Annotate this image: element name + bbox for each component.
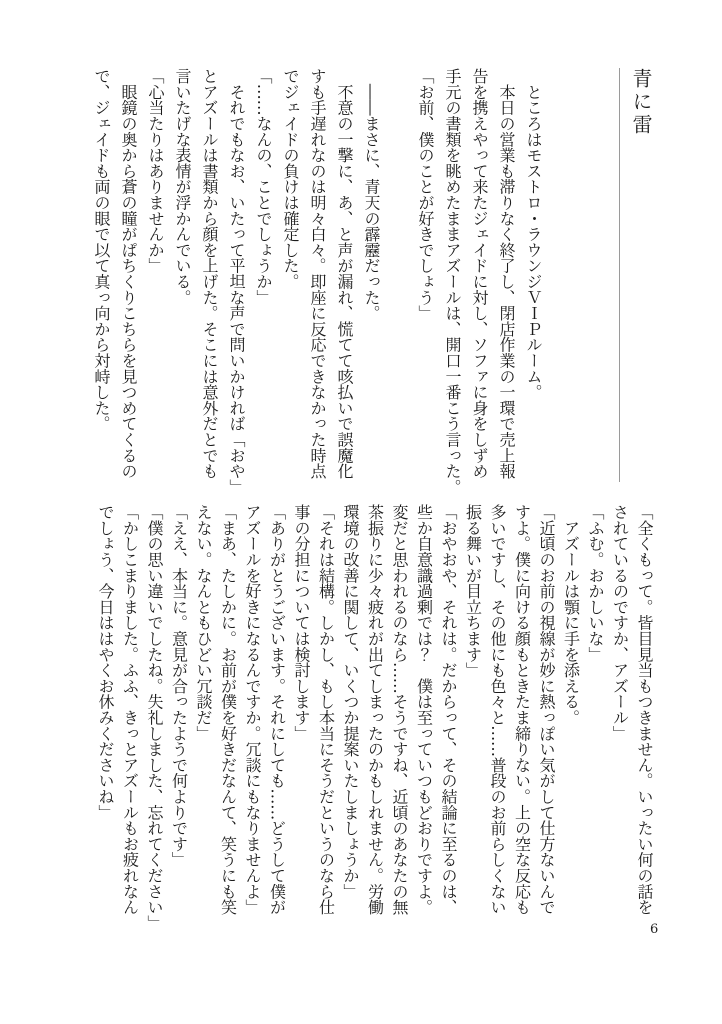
text-line: 事の分担については検討します」 bbox=[292, 504, 311, 742]
text-line: 振る舞いが目立ちます」 bbox=[463, 504, 483, 678]
text-line: で、ジェイドも両の眼で以て真っ向から対峙した。 bbox=[92, 68, 111, 432]
text-line: 告を携えやって来たジェイドに対し、ソファに身をしずめ bbox=[470, 68, 489, 479]
text-line: 多いですし、その他にも色々と……普段のお前らしくない bbox=[488, 504, 507, 915]
upper-text-block bbox=[88, 68, 656, 495]
text-line: でしょう、今日ははやくお休みくださいね」 bbox=[96, 504, 115, 821]
text-line: すよ。僕に向ける顔もときたま締りない。上の空な反応も bbox=[512, 504, 532, 915]
lower-text-block bbox=[93, 504, 657, 931]
text-line: 環境の改善に関して、いくつか提案いたしましょうか」 bbox=[341, 504, 360, 900]
upper-body-text bbox=[88, 68, 547, 495]
text-line: 不意の一撃に、あ、と声が漏れ、慌てて咳払いで誤魔化 bbox=[335, 68, 354, 479]
text-line: えない。なんともひどい冗談だ」 bbox=[194, 504, 213, 742]
text-line: 「かしこまりました。ふふ、きっとアズールもお疲れなん bbox=[120, 504, 140, 915]
text-line: 「……なんの、ことでしょうか」 bbox=[254, 68, 273, 306]
page-number: 6 bbox=[650, 922, 659, 937]
text-line: 「ありがとうございます。それにしても……どうして僕が bbox=[267, 504, 287, 915]
text-line: されているのですか、アズール」 bbox=[610, 504, 630, 742]
text-line: 些か自意識過剰では？ 僕は至っていつもどおりですよ。 bbox=[414, 504, 434, 915]
text-line: 「まあ、たしかに。お前が僕を好きだなんて、笑うにも笑 bbox=[218, 504, 238, 915]
text-line: アズールを好きになるんですか。冗談にもなりませんよ」 bbox=[243, 504, 262, 915]
text-line: 「僕の思い違いでしたね。失礼しました、忘れてください」 bbox=[145, 504, 164, 931]
text-line: 「ふむ。おかしいな」 bbox=[586, 504, 605, 663]
text-line: 変だと思われるのなら……そうですね、近頃のあなたの無 bbox=[390, 504, 409, 915]
text-line: 「おやおや、それは。だからって、その結論に至るのは、 bbox=[439, 504, 458, 915]
text-line: 手元の書類を眺めたままアズールは、開口一番こう言った。 bbox=[443, 68, 462, 495]
text-line: ところはモストロ・ラウンジＶＩＰルーム。 bbox=[524, 68, 543, 400]
title-divider-rule bbox=[619, 68, 620, 482]
text-line: 「お前、僕のことが好きでしょう」 bbox=[416, 68, 435, 321]
text-line: 言いたげな表情が浮かんでいる。 bbox=[173, 68, 192, 306]
chapter-title-column bbox=[627, 68, 656, 482]
lower-body-text bbox=[93, 504, 657, 931]
text-line: ――まさに、青天の霹靂だった。 bbox=[362, 68, 381, 321]
text-line: すも手遅れなのは明々白々。即座に反応できなかった時点 bbox=[308, 68, 327, 479]
text-line: でジェイドの負けは確定した。 bbox=[281, 68, 300, 290]
text-line: それでもなお、いたって平坦な声で問いかければ「おや」 bbox=[227, 68, 246, 495]
chapter-title: 青に雷 bbox=[629, 68, 653, 137]
text-line: 「ええ、本当に。意見が合ったようで何よりです」 bbox=[169, 504, 189, 868]
text-line: 「それは結構。しかし、もし本当にそうだというのなら仕 bbox=[316, 504, 336, 915]
text-line: 「近頃のお前の視線が妙に熱っぽい気がして仕方ないんで bbox=[537, 504, 556, 915]
text-line: 眼鏡の奥から蒼の瞳がぱちくりこちらを見つめてくるの bbox=[119, 68, 138, 479]
text-line: 茶振りに少々疲れが出てしまったのかもしれません。労働 bbox=[365, 504, 385, 915]
text-line: 本日の営業も滞りなく終了し、閉店作業の一環で売上報 bbox=[497, 68, 516, 479]
text-line: アズールは顎に手を添える。 bbox=[561, 504, 581, 726]
text-line: 「心当たりはありませんか」 bbox=[146, 68, 165, 274]
blank-line bbox=[385, 68, 412, 482]
text-line: とアズールは書類から顔を上げた。そこには意外だとでも bbox=[200, 68, 219, 479]
text-line: 「全くもって。皆目見当もつきません。いったい何の話を bbox=[635, 504, 654, 915]
